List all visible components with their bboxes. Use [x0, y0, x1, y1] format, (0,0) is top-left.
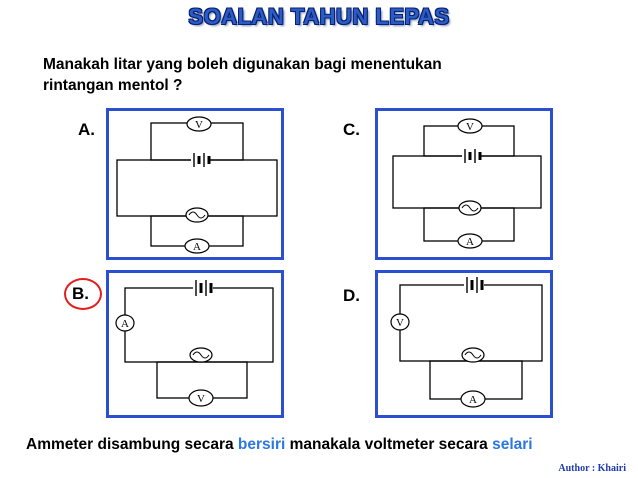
circuit-a-ammeter — [185, 239, 209, 253]
question-line-2: rintangan mentol ? — [43, 77, 183, 94]
circuit-d-ammeter — [461, 391, 485, 407]
svg-text:A: A — [466, 236, 474, 248]
option-b-label[interactable]: B. — [72, 284, 89, 303]
circuit-c-diagram — [378, 111, 550, 257]
svg-text:V: V — [197, 393, 205, 405]
circuit-d-battery — [464, 277, 484, 293]
circuit-c-battery — [462, 149, 480, 163]
circuit-d-voltmeter — [391, 314, 409, 330]
circuit-b-diagram — [109, 273, 281, 415]
svg-text:V: V — [396, 317, 404, 329]
svg-text:A: A — [469, 394, 477, 406]
svg-text:V: V — [466, 121, 474, 133]
circuit-a-voltmeter — [187, 117, 211, 131]
circuit-c-bulb — [459, 201, 481, 215]
circuit-c-main-loop — [393, 156, 541, 208]
circuit-d-bulb — [462, 348, 484, 362]
svg-text:A: A — [193, 241, 201, 253]
circuit-b-voltmeter — [189, 390, 213, 406]
option-d-label[interactable]: D. — [343, 286, 360, 305]
explanation-part-1: Ammeter disambung secara — [26, 436, 238, 453]
option-c-label[interactable]: C. — [343, 120, 360, 139]
selected-answer-ring — [64, 278, 102, 310]
circuit-b-battery — [193, 280, 213, 296]
option-a-label[interactable]: A. — [78, 120, 95, 139]
circuit-b-bulb — [190, 348, 212, 362]
explanation-highlight-parallel: selari — [492, 436, 533, 453]
circuit-a-battery — [191, 153, 209, 167]
circuit-c-ammeter — [458, 234, 482, 248]
slide-title: SOALAN TAHUN LEPAS — [188, 4, 450, 29]
circuit-c-voltmeter — [458, 119, 482, 133]
circuit-d-panel[interactable] — [375, 270, 553, 418]
circuit-a-bulb — [186, 208, 208, 222]
circuit-c-panel[interactable] — [375, 108, 553, 260]
explanation-part-2: manakala voltmeter secara — [285, 436, 493, 453]
question-text — [43, 54, 563, 96]
question-line-1: Manakah litar yang boleh digunakan bagi menentukan — [43, 56, 442, 73]
explanation-text — [26, 436, 626, 454]
circuit-a-diagram — [109, 111, 281, 257]
svg-text:V: V — [195, 119, 203, 131]
circuit-b-ammeter — [116, 315, 134, 331]
explanation-highlight-series: bersiri — [237, 436, 286, 453]
circuit-d-diagram — [378, 273, 550, 415]
circuit-a-panel[interactable] — [106, 108, 284, 260]
svg-text:A: A — [121, 318, 129, 330]
circuit-b-panel[interactable] — [106, 270, 284, 418]
author-credit: Author : Khairi — [558, 463, 626, 474]
